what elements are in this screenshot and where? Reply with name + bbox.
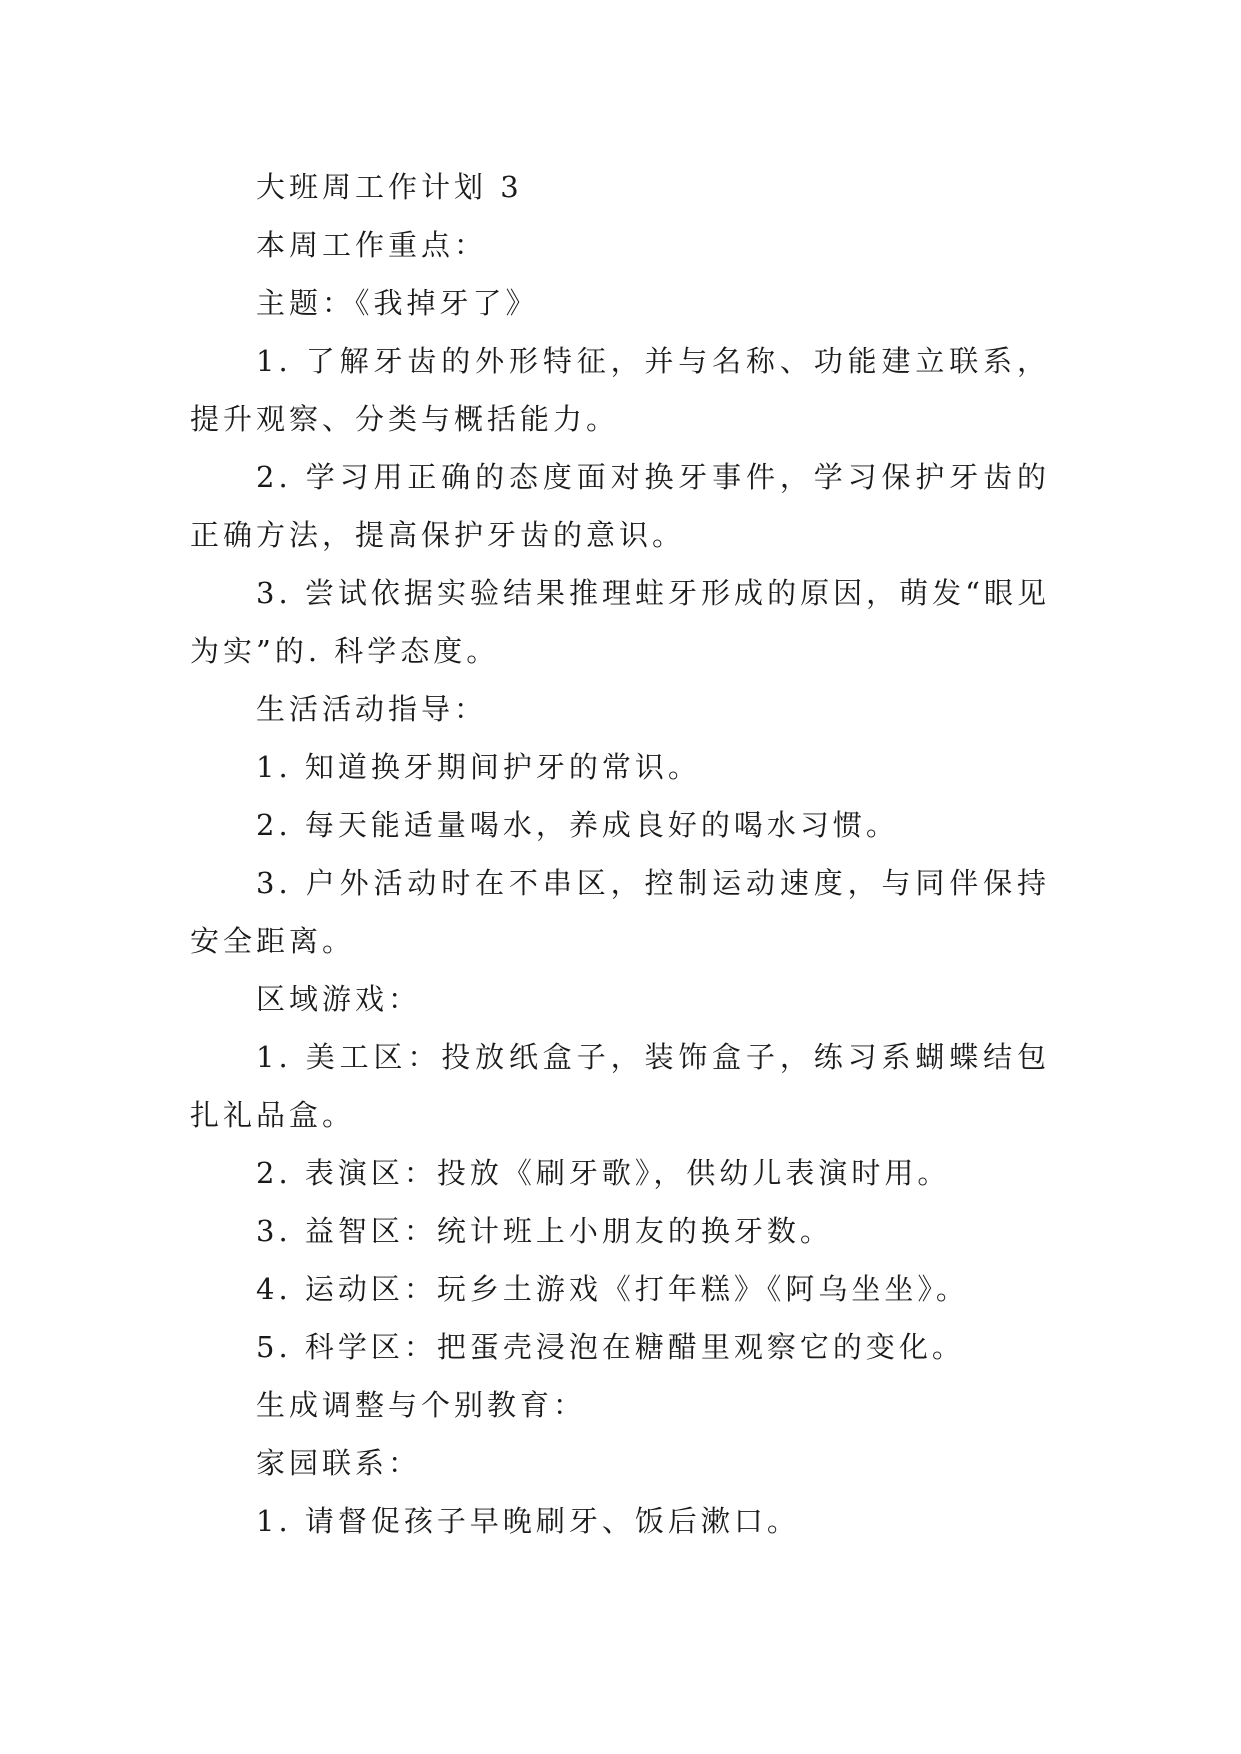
area-game-item-1: 1. 美工区：投放纸盒子，装饰盒子，练习系蝴蝶结包扎礼品盒。 (190, 1040, 1050, 1132)
section-heading-home-school: 家园联系： (256, 1446, 422, 1480)
document-title: 大班周工作计划 3 (256, 170, 523, 204)
home-school-item-1: 1. 请督促孩子早晚刷牙、饭后漱口。 (256, 1504, 800, 1538)
daily-life-item-1: 1. 知道换牙期间护牙的常识。 (256, 750, 701, 784)
focus-item-2: 2. 学习用正确的态度面对换牙事件，学习保护牙齿的正确方法，提高保护牙齿的意识。 (190, 460, 1050, 552)
focus-item-1: 1. 了解牙齿的外形特征，并与名称、功能建立联系，提升观察、分类与概括能力。 (190, 344, 1050, 436)
theme-line: 主题：《我掉牙了》 (256, 286, 539, 320)
area-game-item-4: 4. 运动区：玩乡土游戏《打年糕》《阿乌坐坐》。 (256, 1272, 969, 1306)
focus-item-3: 3. 尝试依据实验结果推理蛀牙形成的原因，萌发“眼见为实”的. 科学态度。 (190, 576, 1050, 668)
area-game-item-2: 2. 表演区：投放《刷牙歌》，供幼儿表演时用。 (256, 1156, 951, 1190)
area-game-item-3: 3. 益智区：统计班上小朋友的换牙数。 (256, 1214, 833, 1248)
daily-life-item-3: 3. 户外活动时在不串区，控制运动速度，与同伴保持安全距离。 (190, 866, 1050, 958)
document-body (190, 158, 1050, 1550)
section-heading-adjustment: 生成调整与个别教育： (256, 1388, 587, 1422)
daily-life-item-2: 2. 每天能适量喝水，养成良好的喝水习惯。 (256, 808, 899, 842)
section-heading-area-games: 区域游戏： (256, 982, 422, 1016)
section-heading-weekly-focus: 本周工作重点： (256, 228, 488, 262)
section-heading-daily-life: 生活活动指导： (256, 692, 488, 726)
area-game-item-5: 5. 科学区：把蛋壳浸泡在糖醋里观察它的变化。 (256, 1330, 965, 1364)
